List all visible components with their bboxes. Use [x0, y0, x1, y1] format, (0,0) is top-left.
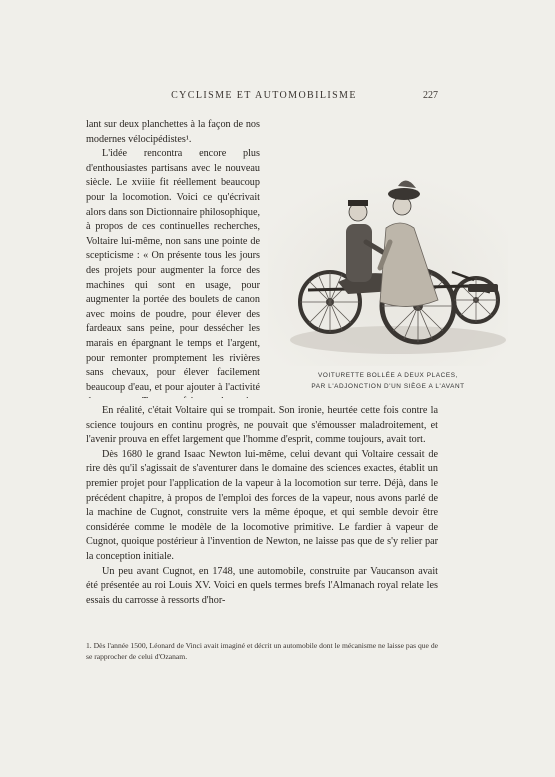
- running-header: CYCLISME ET AUTOMOBILISME: [171, 90, 357, 101]
- paragraph-continuation: lant sur deux planchettes à la façon de nos modernes vélocipédistes¹.: [86, 119, 260, 145]
- front-seat: [468, 284, 498, 292]
- footnote: 1. Dès l'année 1500, Léonard de Vinci avait imaginé et décrit un automobile dont le mécanisme ne laisse pas que de se rapprocher de celui d'Ozanam.: [86, 641, 438, 661]
- figure-voiturette-illustration: [268, 172, 508, 366]
- page-number: 227: [423, 90, 438, 101]
- lower-text-block: [86, 404, 438, 608]
- paragraph-voltaire-wrong: En réalité, c'était Voltaire qui se trompait. Son ironie, heurtée cette fois contre la science toujours en continu progrès, ne pouvait que s'émousser maladroitement, et l'avenir prouva en effet largement que l'homme d'esprit, comme toujours, avait tort.: [86, 405, 438, 446]
- paragraph-newton: Dès 1680 le grand Isaac Newton lui-même, celui devant qui Voltaire cessait de rire dès qu'il s'agissait de s'aventurer dans le domaine des sciences exactes, établit un premier projet pour l'application de la vapeur à la locomotion sur terre. Déjà, dans le précédent chapitre, à propos de l'emploi des forces de la vapeur, nous avons parlé de la machine de Cugnot, construite vers la même époque, et qui semble devoir être considérée comme le modèle de la locomotive primitive. Le fardier à vapeur de Cugnot, quoique postérieur à l'invention de Newton, ne laisse pas que de s'y relier par la conception initiale.: [86, 448, 438, 562]
- caption-line-1: VOITURETTE BOLLÉE A DEUX PLACES,: [318, 372, 458, 379]
- caption-line-2: PAR L'ADJONCTION D'UN SIÈGE A L'AVANT: [311, 383, 465, 390]
- voiturette-drawing: [268, 172, 508, 366]
- paragraph-vaucanson: Un peu avant Cugnot, en 1748, une automobile, construite par Vaucanson avait été présentée au roi Louis XV. Voici en quels termes brefs l'Almanach royal relate les essais du carrosse à ressorts d'hor-: [86, 565, 438, 606]
- paragraph-voltaire-quote: L'idée rencontra encore plus d'enthousiastes partisans avec le nouveau siècle. Le xviiie fit réellement beaucoup pour la locomotion. Voici ce qu'écrivait alors dans son Dictionnaire philosophique, à propos de ces continuelles recherches, Voltaire lui-même, non sans une pointe de scepticisme : « On présente tous les jours des projets pour augmenter la force des machines qui sont en usage, pour augmenter la portée des boulets de canon avec moins de poudre, pour élever des fardeaux sans peine, pour dessécher les marais en épargnant le temps et l'argent, pour remonter promptement les rivières sans chevaux, pour élever facilement beaucoup d'eau, et pour ajouter à l'activité: [86, 148, 261, 393]
- figure-caption: [270, 370, 506, 392]
